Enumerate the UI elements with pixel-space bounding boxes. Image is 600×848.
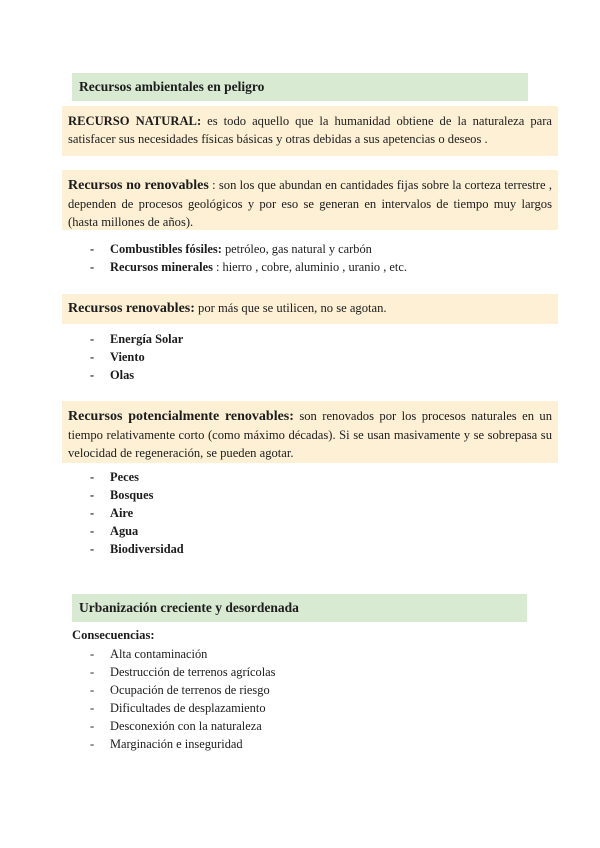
list-item: [90, 522, 184, 540]
dash-bullet: -: [90, 488, 95, 502]
renovables-term: Recursos renovables:: [68, 301, 195, 316]
recurso-natural-term: RECURSO NATURAL:: [68, 114, 202, 128]
item-text: petróleo, gas natural y carbón: [221, 242, 372, 256]
section-title: Urbanización creciente y desordenada: [79, 600, 299, 615]
item-label: Biodiversidad: [110, 542, 184, 556]
no-renovables-list: [90, 240, 407, 276]
dash-bullet: -: [90, 350, 95, 364]
item-label: Aire: [110, 506, 134, 520]
list-item: [90, 240, 407, 258]
dash-bullet: -: [90, 683, 95, 697]
item-label: Energía Solar: [110, 332, 184, 346]
item-label: Agua: [110, 524, 139, 538]
potencialmente-renovables-box: [62, 401, 558, 463]
consecuencias-list: [90, 645, 275, 753]
item-label: Dificultades de desplazamiento: [110, 701, 266, 715]
dash-bullet: -: [90, 242, 95, 256]
potencialmente-text: son renovados por los procesos naturales en un tiempo relativamente corto (como máximo décadas). Si se usan masivamente y se sobrepasa su velocidad de regeneración, se pueden agotar.: [68, 409, 552, 460]
recurso-natural-box: [62, 106, 558, 156]
no-renovables-text: : son los que abundan en cantidades fijas sobre la corteza terrestre , dependen de procesos geológicos y por eso se generan en intervalos de tiempo muy largos (hasta millones de años).: [68, 178, 552, 229]
list-item: [90, 348, 183, 366]
dash-bullet: -: [90, 647, 95, 661]
no-renovables-term: Recursos no renovables: [68, 178, 209, 193]
list-item: [90, 366, 183, 384]
dash-bullet: -: [90, 701, 95, 715]
item-label: Bosques: [110, 488, 154, 502]
list-item: [90, 663, 275, 681]
item-label: Destrucción de terrenos agrícolas: [110, 665, 276, 679]
item-label: Olas: [110, 368, 135, 382]
no-renovables-box: [62, 170, 558, 230]
renovables-list: [90, 330, 183, 384]
list-item: [90, 645, 275, 663]
dash-bullet: -: [90, 506, 95, 520]
list-item: [90, 468, 184, 486]
list-item: [90, 540, 184, 558]
section-header-recursos-ambientales: [72, 73, 528, 101]
dash-bullet: -: [90, 737, 95, 751]
potencialmente-term: Recursos potencialmente renovables:: [68, 409, 294, 424]
item-label: Peces: [110, 470, 139, 484]
item-bold: Combustibles fósiles:: [110, 242, 222, 256]
item-bold: Recursos minerales: [110, 260, 213, 274]
potencialmente-list: [90, 468, 184, 558]
item-label: Alta contaminación: [110, 647, 208, 661]
item-label: Ocupación de terrenos de riesgo: [110, 683, 270, 697]
recurso-natural-text: es todo aquello que la humanidad obtiene de la naturaleza para satisfacer sus necesidades físicas básicas y otras debidas a sus apetencias o deseos .: [68, 114, 552, 146]
dash-bullet: -: [90, 470, 95, 484]
list-item: [90, 486, 184, 504]
list-item: [90, 330, 183, 348]
list-item: [90, 504, 184, 522]
dash-bullet: -: [90, 542, 95, 556]
list-item: [90, 258, 407, 276]
item-label: Viento: [110, 350, 145, 364]
renovables-box: [62, 294, 558, 324]
list-item: [90, 735, 275, 753]
dash-bullet: -: [90, 368, 95, 382]
item-label: Marginación e inseguridad: [110, 737, 243, 751]
item-text: : hierro , cobre, aluminio , uranio , etc.: [212, 260, 407, 274]
list-item: [90, 717, 275, 735]
section-title: Recursos ambientales en peligro: [79, 79, 265, 94]
dash-bullet: -: [90, 332, 95, 346]
dash-bullet: -: [90, 665, 95, 679]
list-item: [90, 681, 275, 699]
list-item: [90, 699, 275, 717]
dash-bullet: -: [90, 260, 95, 274]
dash-bullet: -: [90, 719, 95, 733]
section-header-urbanizacion: [72, 594, 527, 622]
dash-bullet: -: [90, 524, 95, 538]
consecuencias-label: Consecuencias:: [72, 628, 155, 642]
renovables-text: por más que se utilicen, no se agotan.: [194, 301, 387, 315]
item-label: Desconexión con la naturaleza: [110, 719, 262, 733]
